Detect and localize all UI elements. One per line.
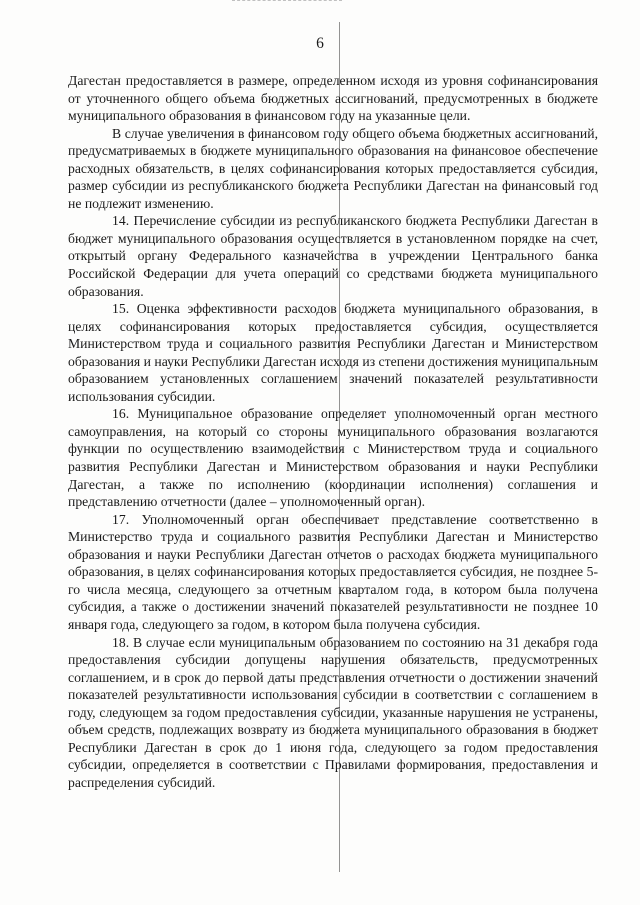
paragraph-18: 18. В случае если муниципальным образованием по состоянию на 31 декабря года предоставления субсидии допущены нарушения обязательств, предусмотренных соглашением, и в срок до первой даты представления отчетности о достижении значений показателей результативности использования субсидии в соответствии с соглашением в году, следующем за годом предоставления субсидии, указанные нарушения не устранены, объем средств, подлежащих возврату из бюджета муниципального образования в бюджет Республики Дагестан в срок до 1 июня года, следующего за годом предоставления субсидии, определяется в соответствии с Правилами формирования, предоставления и распределения субсидий. bbox=[68, 634, 598, 790]
paragraph-continuation: Дагестан предоставляется в размере, определенном исходя из уровня софинансирования от уточненного общего объема бюджетных ассигнований, предусмотренных в бюджете муниципального образования в финансовом году на указанные цели. bbox=[68, 73, 598, 124]
paragraph-budget-increase: В случае увеличения в финансовом году общего объема бюджетных ассигнований, предусматриваемых в бюджете муниципального образования на финансовое обеспечение расходных обязательств, в целях софинансирования которых предоставляется субсидия, размер субсидии из республиканского бюджета Республики Дагестан на финансовый год не подлежит изменению. bbox=[68, 125, 598, 211]
paragraph-16: 16. Муниципальное образование определяет уполномоченный орган местного самоуправления, на который со стороны муниципального образования возлагаются функции по осуществлению взаимодействия с Министерством труда и социального развития Республики Дагестан и Министерством образования и науки Республики Дагестан, а также по исполнению (координации исполнения) соглашения и представлению отчетности (далее – уполномоченный орган). bbox=[68, 406, 598, 510]
page-number: 6 bbox=[316, 35, 324, 52]
paragraph-15: 15. Оценка эффективности расходов бюджета муниципального образования, в целях софинансирования которых предоставляется субсидия, осуществляется Министерством труда и социального развития Республики Дагестан и Министерством образования и науки Республики Дагестан исходя из степени достижения муниципальным образованием установленных соглашением значений показателей результативности использования субсидии. bbox=[68, 301, 598, 404]
scan-edge-mark bbox=[232, 0, 342, 5]
paragraph-17: 17. Уполномоченный орган обеспечивает представление соответственно в Министерство труда и социального развития Республики Дагестан и Министерство образования и науки Республики Дагестан отчетов о расходах бюджета муниципального образования, в целях софинансирования которых предоставляется субсидия, не позднее 5-го числа месяца, следующего за отчетным кварталом года, в котором была получена субсидия, а также о достижении значений показателей результативности не позднее 10 января года, следующего за годом, в котором была получена субсидия. bbox=[68, 511, 598, 632]
paragraph-14: 14. Перечисление субсидии из республиканского бюджета Республики Дагестан в бюджет муниципального образования осуществляется в установленном порядке на счет, открытый органу Федерального казначейства в учреждении Центрального банка Российской Федерации для учета операций со средствами бюджета муниципального образования. bbox=[68, 213, 598, 299]
document-body bbox=[68, 72, 598, 791]
